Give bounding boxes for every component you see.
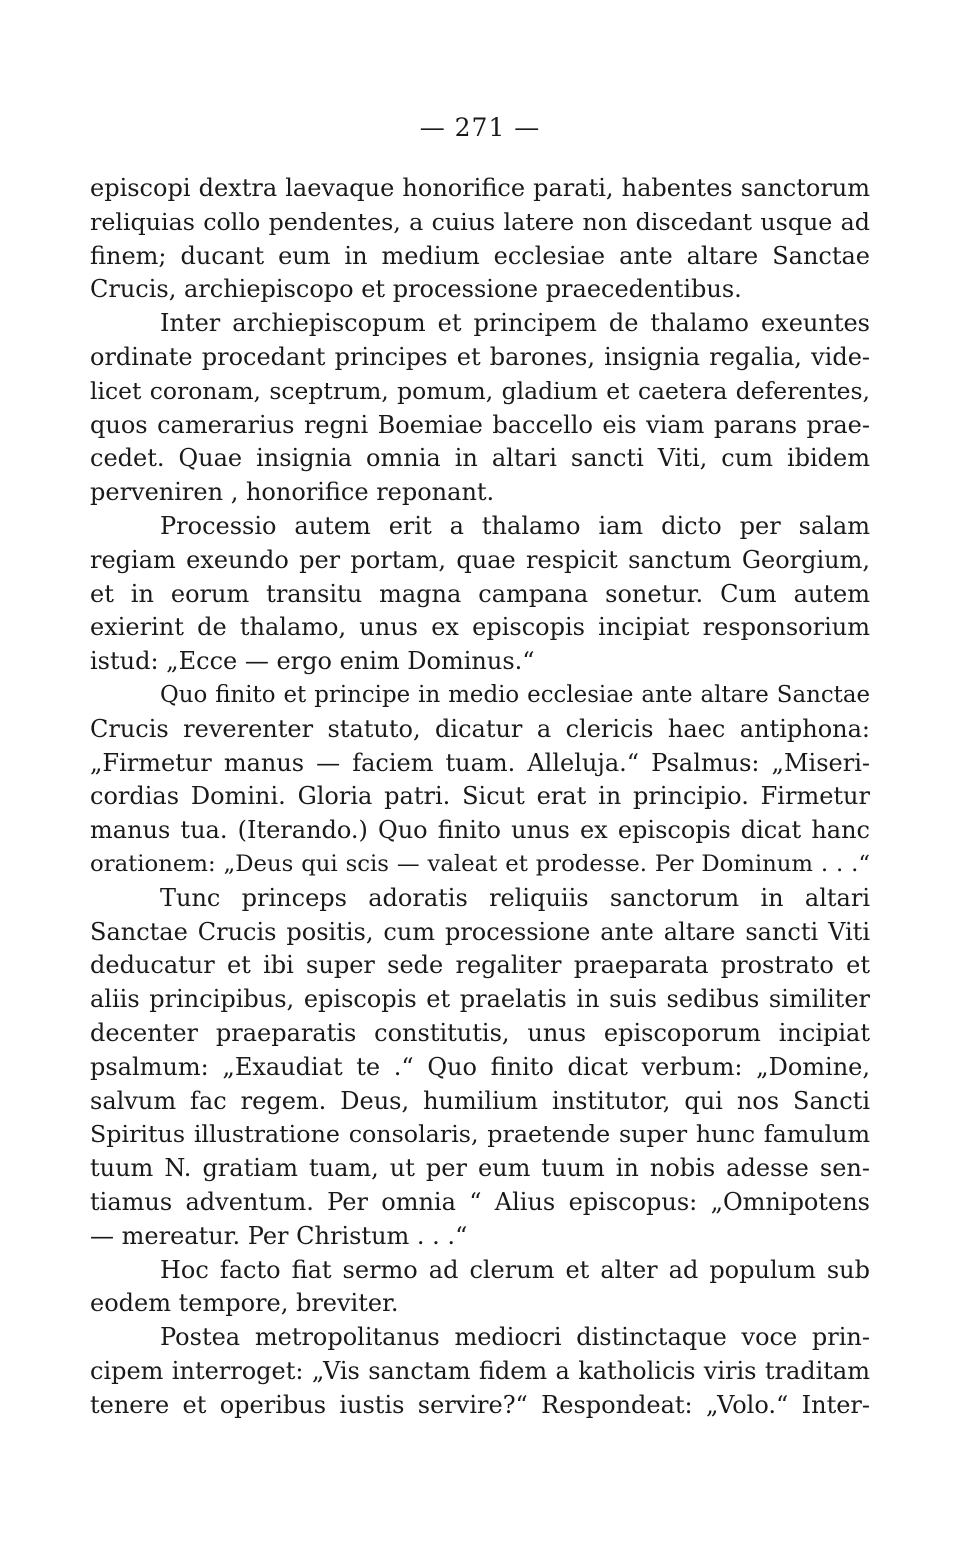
text-line: manus tua. (Iterando.) Quo finito unus ex episcopis dicat hanc [90, 816, 870, 845]
text-line: Inter archiepiscopum et principem de thalamo exeuntes [160, 309, 870, 338]
text-line: et in eorum transitu magna campana sonetur. Cum autem [90, 579, 870, 608]
text-line: quos camerarius regni Boemiae baccello eis viam parans prae- [90, 410, 870, 439]
text-line: exierint de thalamo, unus ex episcopis incipiat responsorium [90, 613, 870, 642]
text-line: — mereatur. Per Christum . . .“ [90, 1221, 468, 1250]
text-line: tiamus adventum. Per omnia “ Alius episcopus: „Omnipotens [90, 1187, 870, 1216]
body-text [90, 172, 870, 1422]
text-line: Sanctae Crucis positis, cum processione ante altare sancti Viti [90, 917, 870, 946]
text-line: eodem tempore, breviter. [90, 1289, 399, 1318]
text-line: Crucis, archiepiscopo et processione praecedentibus. [90, 275, 742, 304]
text-line: deducatur et ibi super sede regaliter praeparata prostrato et [90, 951, 870, 980]
text-line: cedet. Quae insignia omnia in altari sancti Viti, cum ibidem [90, 444, 870, 473]
text-line: decenter praeparatis constitutis, unus episcoporum incipiat [90, 1018, 870, 1047]
text-line: „Firmetur manus — faciem tuam. Alleluja.“ Psalmus: „Miseri- [90, 748, 870, 777]
text-line: Tunc princeps adoratis reliquiis sanctorum in altari [160, 883, 870, 912]
text-line: perveniren , honorifice reponant. [90, 478, 495, 507]
text-line: tenere et operibus iustis servire?“ Respondeat: „Volo.“ Inter- [90, 1390, 870, 1419]
text-line: Crucis reverenter statuto, dicatur a clericis haec antiphona: [90, 714, 870, 743]
text-line: ordinate procedant principes et barones, insignia regalia, vide- [90, 342, 870, 371]
text-line: tuum N. gratiam tuam, ut per eum tuum in nobis adesse sen- [90, 1154, 870, 1183]
text-line: psalmum: „Exaudiat te .“ Quo finito dicat verbum: „Domine, [90, 1052, 870, 1081]
text-line: salvum fac regem. Deus, humilium institutor, qui nos Sancti [90, 1086, 870, 1115]
text-line: regiam exeundo per portam, quae respicit sanctum Georgium, [90, 545, 870, 574]
text-line: Quo finito et principe in medio ecclesiae ante altare Sanctae [160, 681, 870, 708]
text-line: reliquias collo pendentes, a cuius latere non discedant usque ad [90, 207, 870, 236]
text-line: cordias Domini. Gloria patri. Sicut erat in principio. Firmetur [90, 782, 870, 811]
text-line: finem; ducant eum in medium ecclesiae ante altare Sanctae [90, 241, 870, 270]
text-line: Hoc facto fiat sermo ad clerum et alter ad populum sub [160, 1255, 870, 1284]
text-line: cipem interroget: „Vis sanctam fidem a katholicis viris traditam [90, 1356, 870, 1385]
text-line: orationem: „Deus qui scis — valeat et prodesse. Per Dominum . . .“ [90, 850, 870, 877]
text-line: Processio autem erit a thalamo iam dicto per salam [160, 511, 870, 540]
text-line: istud: „Ecce — ergo enim Dominus.“ [90, 647, 535, 676]
text-line: Spiritus illustratione consolaris, praetende super hunc famulum [90, 1120, 870, 1149]
text-line: Postea metropolitanus mediocri distinctaque voce prin- [160, 1323, 870, 1352]
page-number: — 271 — [419, 113, 541, 142]
text-line: aliis principibus, episcopis et praelatis in suis sedibus similiter [90, 985, 870, 1014]
text-line: episcopi dextra laevaque honorifice parati, habentes sanctorum [90, 174, 870, 202]
text-line: licet coronam, sceptrum, pomum, gladium et caetera deferentes, [90, 376, 870, 405]
